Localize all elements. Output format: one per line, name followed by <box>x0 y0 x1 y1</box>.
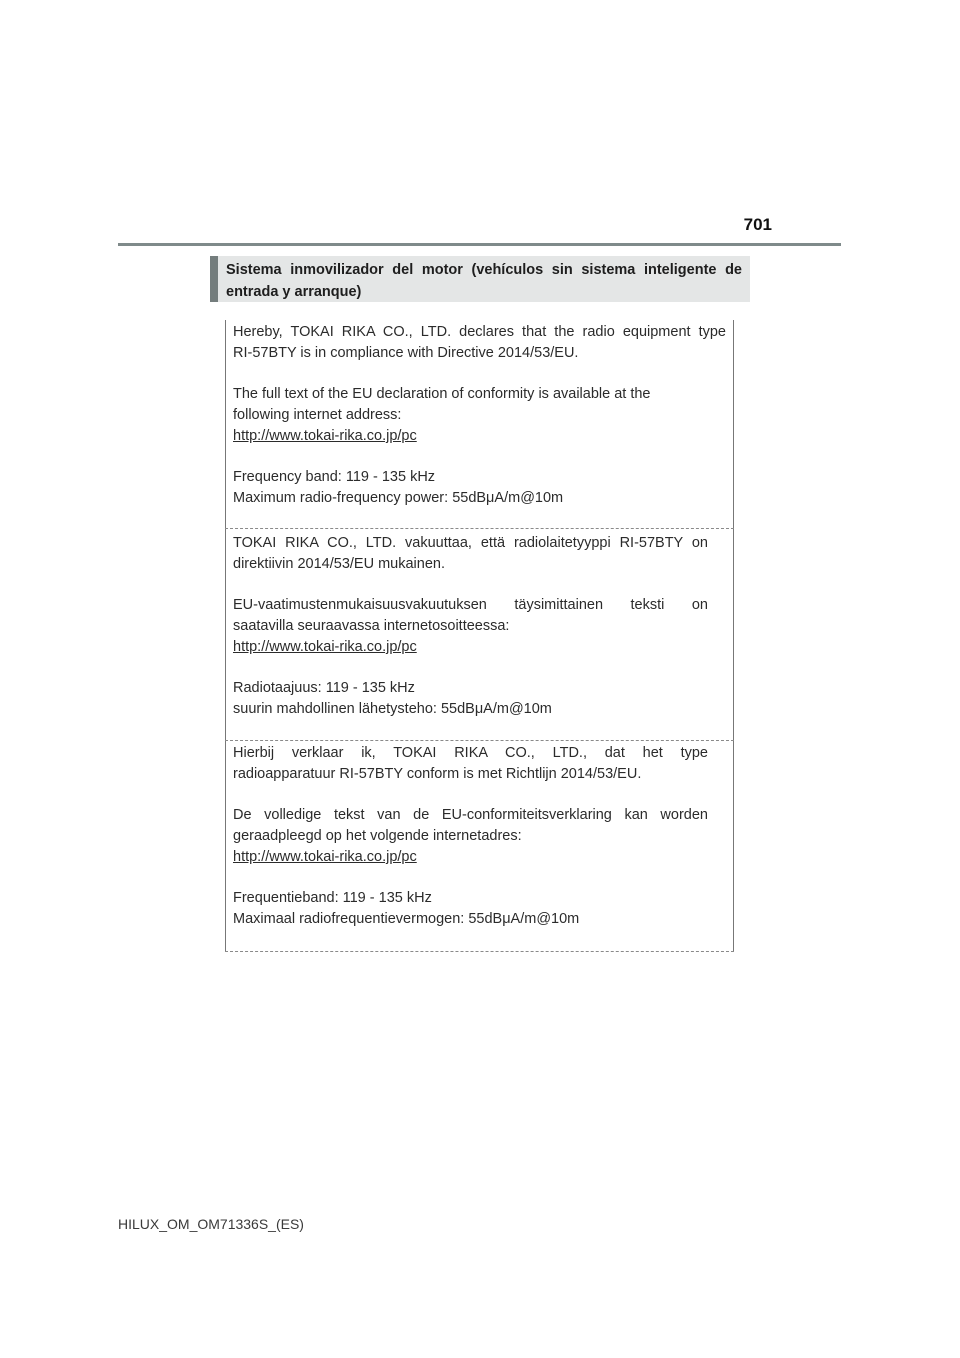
section-heading-line-2: entrada y arranque) <box>226 284 362 300</box>
document-code: HILUX_OM_OM71336S_(ES) <box>118 1216 304 1232</box>
intro-line: radioapparatuur RI-57BTY conform is met Richtlijn 2014/53/EU. <box>233 766 642 782</box>
max-power: Maximaal radiofrequentievermogen: 55dBμA/m@10m <box>233 911 580 927</box>
declaration-line: The full text of the EU declaration of conformity is available at the <box>233 386 651 402</box>
declaration-url-link[interactable]: http://www.tokai-rika.co.jp/pc <box>233 428 417 444</box>
intro-line: RI-57BTY is in compliance with Directive 2014/53/EU. <box>233 345 579 361</box>
header-rule <box>118 243 841 246</box>
frequency-band: Frequentieband: 119 - 135 kHz <box>233 890 432 906</box>
declaration-url-link[interactable]: http://www.tokai-rika.co.jp/pc <box>233 849 417 865</box>
max-power: suurin mahdollinen lähetysteho: 55dBμA/m@10m <box>233 701 552 717</box>
intro-line: Hereby, TOKAI RIKA CO., LTD. declares that the radio equipment type <box>233 324 726 340</box>
max-power: Maximum radio-frequency power: 55dBμA/m@10m <box>233 490 564 506</box>
declaration-finnish <box>233 533 708 720</box>
page-number: 701 <box>743 215 772 234</box>
intro-line: Hierbij verklaar ik, TOKAI RIKA CO., LTD., dat het type <box>233 745 708 761</box>
block-separator-2 <box>225 740 734 741</box>
declaration-line: following internet address: <box>233 407 402 423</box>
declaration-line: De volledige tekst van de EU-conformiteitsverklaring kan worden <box>233 807 708 823</box>
declaration-line: EU-vaatimustenmukaisuusvakuutuksen täysimittainen teksti on <box>233 597 708 613</box>
frequency-band: Radiotaajuus: 119 - 135 kHz <box>233 680 415 696</box>
section-heading-line-1: Sistema inmovilizador del motor (vehículos sin sistema inteligente de <box>226 262 742 278</box>
intro-line: direktiivin 2014/53/EU mukainen. <box>233 556 445 572</box>
frequency-band: Frequency band: 119 - 135 kHz <box>233 469 436 485</box>
section-heading <box>210 256 750 302</box>
declaration-line: geraadpleegd op het volgende internetadres: <box>233 828 522 844</box>
declaration-line: saatavilla seuraavassa internetosoitteessa: <box>233 618 510 634</box>
declaration-english <box>233 322 726 509</box>
intro-line: TOKAI RIKA CO., LTD. vakuuttaa, että radiolaitetyyppi RI-57BTY on <box>233 535 708 551</box>
block-separator-3 <box>225 951 734 952</box>
declaration-url-link[interactable]: http://www.tokai-rika.co.jp/pc <box>233 639 417 655</box>
declaration-dutch <box>233 743 708 930</box>
block-separator-1 <box>225 528 734 529</box>
